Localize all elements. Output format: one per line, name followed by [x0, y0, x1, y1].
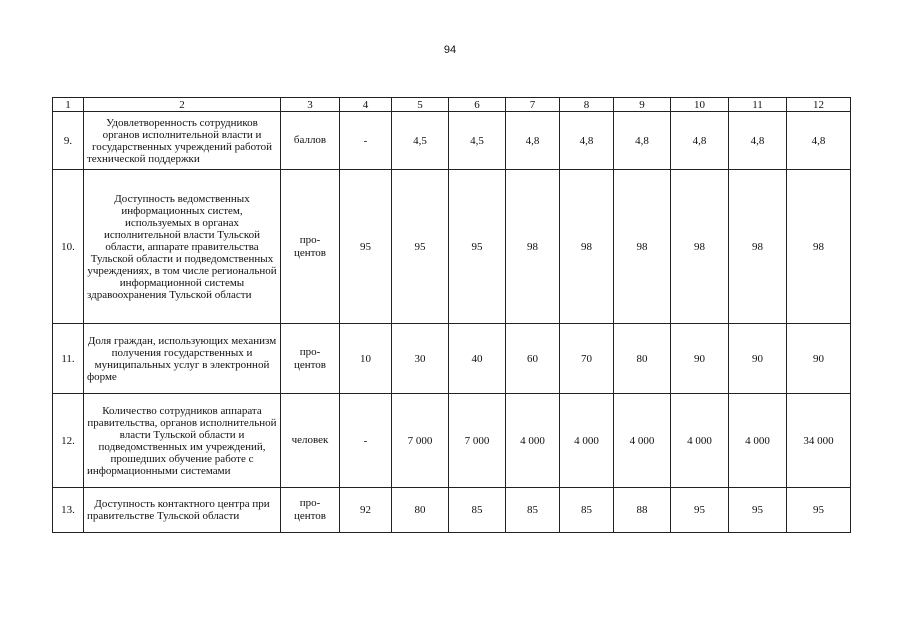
value-cell: 92: [340, 488, 392, 533]
value-cell: 98: [729, 170, 787, 324]
value-cell: 95: [392, 170, 449, 324]
indicator-name-cell: Доля граждан, использующих механизм получения государственных и муниципальных услуг в электронной форме: [84, 324, 281, 394]
unit-cell: про- центов: [281, 488, 340, 533]
column-number-cell: 11: [729, 98, 787, 112]
row-number-cell: 9.: [53, 112, 84, 170]
column-number-cell: 2: [84, 98, 281, 112]
value-cell: 4 000: [614, 394, 671, 488]
column-number-cell: 12: [787, 98, 851, 112]
column-number-cell: 1: [53, 98, 84, 112]
value-cell: -: [340, 394, 392, 488]
value-cell: 85: [506, 488, 560, 533]
value-cell: 30: [392, 324, 449, 394]
table-row: [53, 488, 851, 533]
table-body: [53, 98, 851, 533]
value-cell: 90: [671, 324, 729, 394]
value-cell: 7 000: [449, 394, 506, 488]
value-cell: 98: [506, 170, 560, 324]
column-number-cell: 10: [671, 98, 729, 112]
unit-cell: про- центов: [281, 324, 340, 394]
value-cell: 4,8: [560, 112, 614, 170]
value-cell: 85: [449, 488, 506, 533]
value-cell: 98: [787, 170, 851, 324]
value-cell: 90: [787, 324, 851, 394]
column-number-cell: 5: [392, 98, 449, 112]
value-cell: 40: [449, 324, 506, 394]
value-cell: 95: [671, 488, 729, 533]
value-cell: 4,8: [729, 112, 787, 170]
indicator-name-cell: Доступность контактного центра при правительстве Тульской области: [84, 488, 281, 533]
row-number-cell: 12.: [53, 394, 84, 488]
value-cell: 4,8: [671, 112, 729, 170]
value-cell: 10: [340, 324, 392, 394]
row-number-cell: 11.: [53, 324, 84, 394]
value-cell: 95: [340, 170, 392, 324]
table-row: [53, 170, 851, 324]
value-cell: 98: [614, 170, 671, 324]
value-cell: 60: [506, 324, 560, 394]
row-number-cell: 10.: [53, 170, 84, 324]
value-cell: 70: [560, 324, 614, 394]
value-cell: 4 000: [729, 394, 787, 488]
indicator-name-cell: Доступность ведомственных информационных систем, используемых в органах исполнительной власти Тульской области, аппарате правительства Тульской области и подведомственных учреждениях, в том числе региональной информационной системы здравоохранения Тульской области: [84, 170, 281, 324]
value-cell: 80: [392, 488, 449, 533]
value-cell: 4,8: [506, 112, 560, 170]
row-number-cell: 13.: [53, 488, 84, 533]
indicator-name-cell: Количество сотрудников аппарата правительства, органов исполнительной власти Тульской области и подведомственных им учреждений, прошедших обучение работе с информационными системами: [84, 394, 281, 488]
value-cell: 4,8: [614, 112, 671, 170]
value-cell: 88: [614, 488, 671, 533]
value-cell: 85: [560, 488, 614, 533]
column-number-cell: 6: [449, 98, 506, 112]
column-number-cell: 4: [340, 98, 392, 112]
column-number-cell: 8: [560, 98, 614, 112]
value-cell: 90: [729, 324, 787, 394]
unit-cell: баллов: [281, 112, 340, 170]
indicators-table: [52, 97, 851, 533]
value-cell: 34 000: [787, 394, 851, 488]
page-number: 94: [443, 44, 457, 56]
unit-cell: про- центов: [281, 170, 340, 324]
value-cell: -: [340, 112, 392, 170]
value-cell: 98: [560, 170, 614, 324]
value-cell: 95: [787, 488, 851, 533]
value-cell: 95: [449, 170, 506, 324]
value-cell: 4 000: [506, 394, 560, 488]
table-row: [53, 112, 851, 170]
column-number-cell: 7: [506, 98, 560, 112]
value-cell: 4,5: [392, 112, 449, 170]
table-row: [53, 324, 851, 394]
value-cell: 4,8: [787, 112, 851, 170]
value-cell: 4 000: [671, 394, 729, 488]
table-header-row: [53, 98, 851, 112]
column-number-cell: 3: [281, 98, 340, 112]
column-number-cell: 9: [614, 98, 671, 112]
value-cell: 80: [614, 324, 671, 394]
table-row: [53, 394, 851, 488]
value-cell: 7 000: [392, 394, 449, 488]
value-cell: 98: [671, 170, 729, 324]
indicator-name-cell: Удовлетворенность сотрудников органов исполнительной власти и государственных учреждений работой технической поддержки: [84, 112, 281, 170]
value-cell: 4 000: [560, 394, 614, 488]
value-cell: 4,5: [449, 112, 506, 170]
unit-cell: человек: [281, 394, 340, 488]
value-cell: 95: [729, 488, 787, 533]
